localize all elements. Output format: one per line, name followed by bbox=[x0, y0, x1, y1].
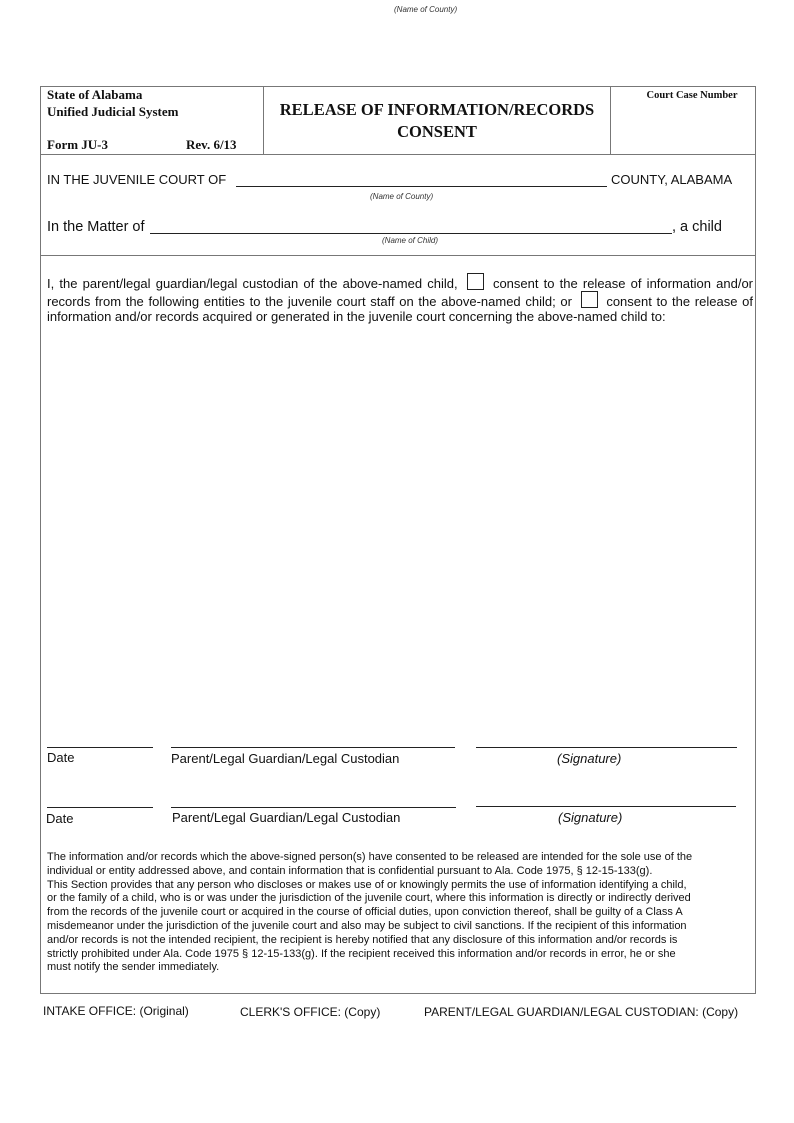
county-field[interactable] bbox=[236, 186, 607, 187]
form-title-line1: RELEASE OF INFORMATION/RECORDS bbox=[279, 100, 595, 119]
child-caption: (Name of Child) bbox=[382, 236, 439, 245]
consent-checkbox-entities[interactable] bbox=[467, 273, 484, 290]
top-caption: (Name of County) bbox=[394, 5, 458, 14]
notice-line: or the family of a child, who is or was under the jurisdiction of the juvenile court, where this information is directly or indirectly derived bbox=[47, 892, 691, 905]
notice-line: strictly prohibited under Ala. Code 1975 § 12-15-133(g). If the recipient received this information and/or records in error, he or she bbox=[47, 947, 676, 960]
matter-prefix: In the Matter of bbox=[47, 219, 145, 235]
consent-statement bbox=[47, 273, 753, 324]
consent-text: records from the following entities to the juvenile court staff on the above-named child; or bbox=[47, 294, 572, 309]
consent-text: information and/or records acquired or generated in the juvenile court concerning the above-named child to: bbox=[47, 309, 666, 324]
date-label: Date bbox=[47, 750, 75, 765]
divider bbox=[610, 86, 611, 154]
notice-line: and/or records is not the intended recipient, the recipient is hereby notified that any disclosure of this information and/or records is bbox=[47, 933, 678, 946]
distribution-clerk: CLERK'S OFFICE: (Copy) bbox=[240, 1005, 381, 1019]
consent-text: consent to the release of information and/or bbox=[492, 276, 754, 291]
signature-label: (Signature) bbox=[558, 810, 623, 825]
notice-line: misdemeanor under the jurisdiction of the juvenile court and also may be subject to civil sanctions. If the recipient of this information bbox=[47, 919, 687, 932]
county-caption: (Name of County) bbox=[370, 192, 434, 201]
divider bbox=[40, 255, 755, 256]
distribution-intake: INTAKE OFFICE: (Original) bbox=[43, 1004, 189, 1018]
divider bbox=[263, 86, 264, 154]
notice-line: This Section provides that any person who discloses or makes use of or knowingly permits the use of information identifying a child, bbox=[47, 878, 687, 891]
divider bbox=[40, 154, 755, 155]
guardian-label: Parent/Legal Guardian/Legal Custodian bbox=[171, 751, 400, 766]
consent-checkbox-court[interactable] bbox=[581, 291, 598, 308]
form-number: Form JU-3 bbox=[47, 137, 109, 152]
guardian-name-field[interactable] bbox=[171, 747, 455, 748]
consent-text: consent to the release of bbox=[606, 294, 753, 309]
confidentiality-notice bbox=[47, 851, 751, 975]
child-name-field[interactable] bbox=[150, 233, 672, 234]
court-case-number-label: Court Case Number bbox=[646, 90, 738, 101]
signature-field[interactable] bbox=[476, 806, 736, 807]
form-title-line2: CONSENT bbox=[397, 122, 477, 141]
notice-line: from the records of the juvenile court or acquired in the course of official duties, upon conviction thereof, shall be guilty of a Class A bbox=[47, 906, 683, 919]
date-field[interactable] bbox=[47, 807, 153, 808]
date-field[interactable] bbox=[47, 747, 153, 748]
date-label: Date bbox=[46, 811, 74, 826]
distribution-parent: PARENT/LEGAL GUARDIAN/LEGAL CUSTODIAN: (Copy) bbox=[424, 1005, 739, 1019]
court-prefix: IN THE JUVENILE COURT OF bbox=[47, 172, 227, 187]
revision: Rev. 6/13 bbox=[186, 137, 237, 152]
notice-line: must notify the sender immediately. bbox=[47, 961, 220, 974]
state-label: State of Alabama bbox=[47, 87, 143, 102]
guardian-label: Parent/Legal Guardian/Legal Custodian bbox=[172, 810, 401, 825]
matter-suffix: , a child bbox=[672, 219, 722, 235]
consent-text: I, the parent/legal guardian/legal custodian of the above-named child, bbox=[47, 276, 458, 291]
court-suffix: COUNTY, ALABAMA bbox=[611, 172, 733, 187]
signature-field[interactable] bbox=[476, 747, 737, 748]
guardian-name-field[interactable] bbox=[171, 807, 456, 808]
notice-line: The information and/or records which the above-signed person(s) have consented to be released are intended for the sole use of the bbox=[47, 851, 693, 863]
signature-label: (Signature) bbox=[557, 751, 622, 766]
system-label: Unified Judicial System bbox=[47, 104, 179, 119]
notice-line: individual or entity addressed above, and contain information that is confidential pursuant to Ala. Code 1975, § 12-15-133(g). bbox=[47, 864, 653, 877]
